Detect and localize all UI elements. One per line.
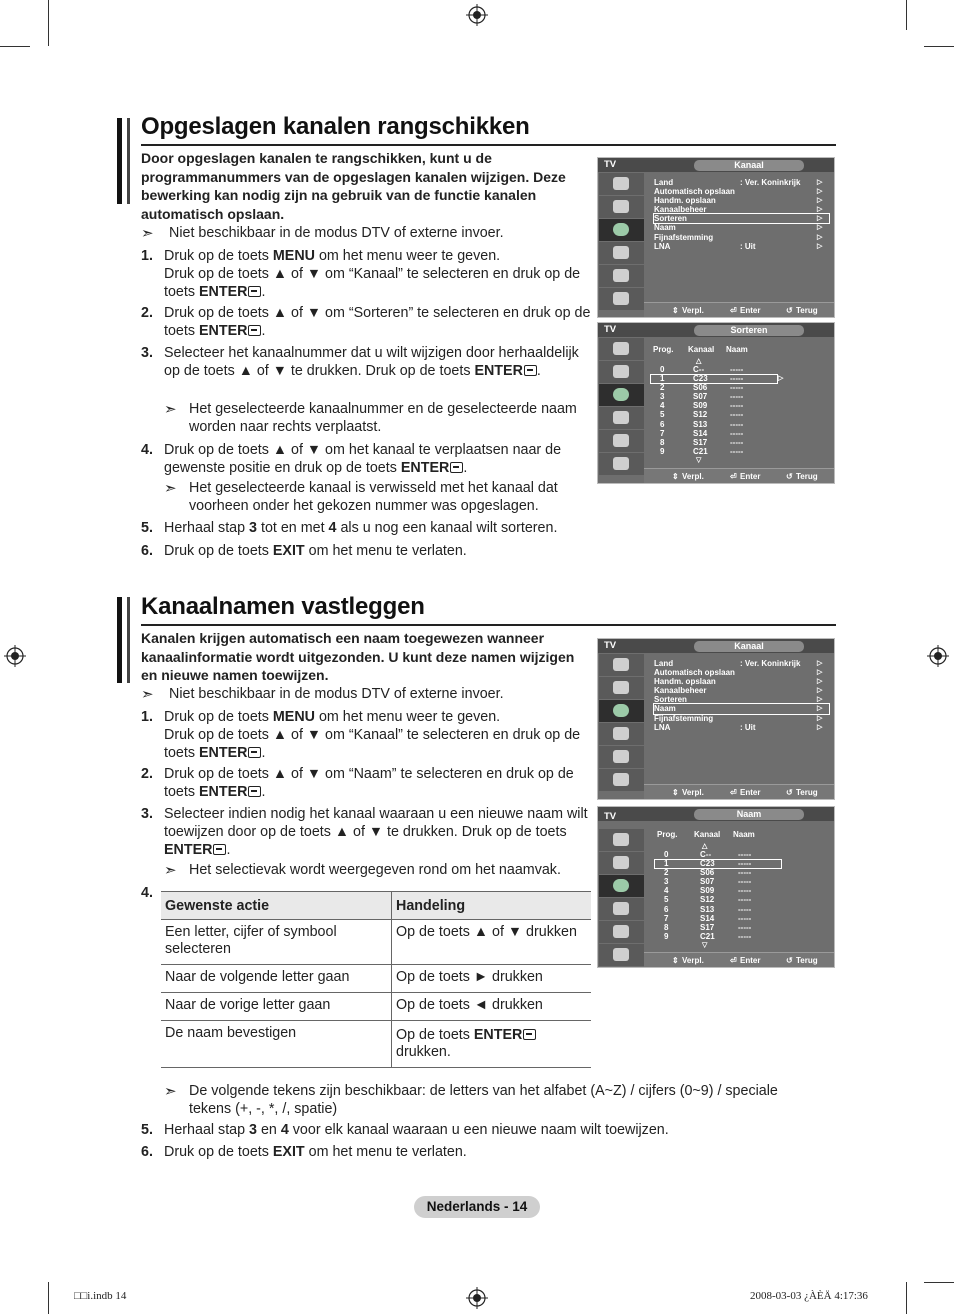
- enter-icon: ⏎: [730, 306, 737, 315]
- osd-footer: ⇕ Verpl. ⏎ Enter ↺ Terug: [644, 952, 834, 967]
- input-icon: [599, 746, 644, 768]
- channel-icon: [599, 384, 644, 406]
- note: ➣ De volgende tekens zijn beschikbaar: de letters van het alfabet (A~Z) / cijfers (0~9) / speciale tekens (+, -, *, /, spatie): [164, 1083, 778, 1117]
- menu-item-land[interactable]: Land : Ver. Koninkrijk ▷: [654, 178, 823, 187]
- menu-item-naam[interactable]: Naam ▷: [654, 223, 823, 233]
- section-bar: [117, 597, 122, 683]
- move-icon: ⇕: [672, 956, 679, 965]
- return-icon: ↺: [786, 956, 793, 965]
- osd-sidebar: [599, 173, 644, 311]
- crop-mark: [924, 1282, 954, 1283]
- osd-title: Kanaal: [694, 641, 804, 652]
- enter-icon: ⏎: [730, 956, 737, 965]
- list-item[interactable]: 9 C21 -----: [660, 446, 744, 456]
- digital-menu-icon: [599, 769, 644, 791]
- note-arrow-icon: ➣: [164, 862, 177, 879]
- table-row: Een letter, cijfer of symbool selecteren Op de toets ▲ of ▼ drukken: [161, 920, 591, 965]
- list-item[interactable]: 6 S13 -----: [664, 904, 752, 914]
- menu-item-sorteren[interactable]: Sorteren ▷: [654, 695, 823, 705]
- enter-icon: [213, 844, 226, 855]
- step-6: 6. Druk op de toets EXIT om het menu te verlaten.: [141, 1144, 467, 1160]
- sound-icon: [599, 361, 644, 383]
- enter-icon: [248, 286, 261, 297]
- list-item[interactable]: 3 S07 -----: [664, 877, 752, 887]
- note: ➣ Het geselecteerde kanaal is verwisseld met het kanaal dat voorheen onder het gekozen nummer was opgeslagen.: [164, 480, 558, 514]
- enter-icon: [248, 747, 261, 758]
- menu-item-handm-opslaan[interactable]: Handm. opslaan ▷: [654, 196, 823, 206]
- list-item[interactable]: 5 S12 -----: [660, 410, 744, 420]
- scroll-down-icon[interactable]: ▽: [696, 456, 702, 464]
- setup-icon: [599, 242, 644, 264]
- registration-mark-icon: [927, 645, 949, 667]
- step-5: 5. Herhaal stap 3 en 4 voor elk kanaal waaraan u een nieuwe naam wilt toewijzen.: [141, 1122, 669, 1138]
- osd-kanaal-menu: TV Kanaal Land : Ver. Koninkrijk ▷ Automatisch opslaan ▷ Handm. opslaan ▷ Kanaalbeheer ▷ Sorteren ▷ Naam ▷ Fijnafstemming ▷ LNA : Uit ▷ ⇕ Verpl. ⏎ Enter ↺ Terug: [597, 157, 835, 318]
- osd-menu-list: [654, 659, 829, 732]
- list-item[interactable]: 1 C23 ----- ▷: [650, 374, 825, 383]
- list-item[interactable]: 4 S09 -----: [660, 401, 744, 411]
- enter-icon: [524, 365, 537, 376]
- osd-naam-list: TV Naam Prog. Kanaal Naam △ 0 C-- ----- 1 C23 ----- 2 S06 ----- 3 S07 ----- 4 S09 ----- 5 S12 ----- 6 S13 ----- 7 S14 ----- 8 S17 ----- 9 C21 ----- ▽ ⇕ Verpl. ⏎ Enter ↺ Terug: [597, 806, 835, 968]
- sound-icon: [599, 852, 644, 874]
- step-3: 3. Selecteer het kanaalnummer dat u wilt wijzigen door herhaaldelijk op de toets ▲ of ▼ te drukken. Druk op de toets ENTER .: [141, 345, 579, 379]
- action-table: [161, 891, 591, 1068]
- picture-icon: [599, 654, 644, 676]
- step-4: 4. Druk op de toets ▲ of ▼ om het kanaal te verplaatsen naar de gewenste positie en druk op de toets ENTER .: [141, 442, 562, 476]
- step-2: 2. Druk op de toets ▲ of ▼ om “Sorteren” te selecteren en druk op de toets ENTER .: [141, 305, 591, 339]
- list-item[interactable]: 7 S14 -----: [660, 428, 744, 438]
- section-rule: [141, 144, 836, 146]
- osd-sidebar: [599, 829, 644, 967]
- osd-footer: ⇕ Verpl. ⏎ Enter ↺ Terug: [644, 784, 834, 799]
- sound-icon: [599, 677, 644, 699]
- enter-icon: ⏎: [730, 788, 737, 797]
- osd-sidebar: [599, 654, 644, 792]
- list-item[interactable]: 0 C-- -----: [664, 850, 752, 859]
- section-bar: [117, 118, 122, 204]
- input-icon: [599, 430, 644, 452]
- return-icon: ↺: [786, 788, 793, 797]
- list-item[interactable]: 4 S09 -----: [664, 886, 752, 896]
- step-1: 1. Druk op de toets MENU om het menu weer te geven. Druk op de toets ▲ of ▼ om “Kanaal” te selecteren en druk op de toets ENTER .: [141, 248, 581, 300]
- move-icon: ⇕: [672, 788, 679, 797]
- note-arrow-icon: ➣: [141, 225, 154, 242]
- note-arrow-icon: ➣: [164, 401, 177, 418]
- crop-mark: [924, 46, 954, 47]
- print-slug-left: □□i.indb 14: [74, 1290, 127, 1302]
- setup-icon: [599, 898, 644, 920]
- registration-mark-icon: [466, 4, 488, 26]
- picture-icon: [599, 173, 644, 195]
- scroll-up-icon[interactable]: △: [702, 843, 708, 850]
- menu-item-lna[interactable]: LNA : Uit ▷: [654, 241, 823, 251]
- osd-footer: ⇕ Verpl. ⏎ Enter ↺ Terug: [644, 468, 834, 483]
- note-arrow-icon: ➣: [141, 686, 154, 703]
- channel-icon: [599, 219, 644, 241]
- section-bar: [127, 118, 130, 204]
- menu-item-kanaalbeheer[interactable]: Kanaalbeheer ▷: [654, 686, 823, 696]
- scroll-down-icon[interactable]: ▽: [702, 941, 708, 949]
- step-2: 2. Druk op de toets ▲ of ▼ om “Naam” te selecteren en druk op de toets ENTER .: [141, 766, 574, 800]
- crop-mark: [48, 0, 49, 46]
- picture-icon: [599, 338, 644, 360]
- page-number-badge: Nederlands - 14: [414, 1196, 540, 1218]
- table-row: Naar de vorige letter gaan Op de toets ◄ drukken: [161, 993, 591, 1021]
- table-row: Naar de volgende letter gaan Op de toets ► drukken: [161, 965, 591, 993]
- enter-icon: [523, 1029, 536, 1040]
- step-6: 6. Druk op de toets EXIT om het menu te verlaten.: [141, 543, 467, 559]
- menu-item-naam[interactable]: Naam ▷: [654, 704, 829, 713]
- menu-item-lna[interactable]: LNA : Uit ▷: [654, 722, 823, 732]
- menu-item-kanaalbeheer[interactable]: Kanaalbeheer ▷: [654, 205, 823, 215]
- picture-icon: [599, 829, 644, 851]
- menu-item-automatisch-opslaan[interactable]: Automatisch opslaan ▷: [654, 187, 823, 197]
- digital-menu-icon: [599, 288, 644, 310]
- return-icon: ↺: [786, 472, 793, 481]
- list-item[interactable]: 7 S14 -----: [664, 913, 752, 923]
- menu-item-handm-opslaan[interactable]: Handm. opslaan ▷: [654, 677, 823, 687]
- scroll-up-icon[interactable]: △: [696, 358, 702, 365]
- list-item[interactable]: 9 C21 -----: [664, 931, 752, 941]
- note: ➣ Het selectievak wordt weergegeven rond om het naamvak.: [164, 862, 561, 879]
- table-header: Gewenste actie: [161, 892, 392, 920]
- return-icon: ↺: [786, 306, 793, 315]
- osd-sorteren-list: TV Sorteren Prog. Kanaal Naam △ 0 C-- ----- 1 C23 ----- ▷ 2 S06 ----- 3 S07 ----- 4 S09 ----- 5 S12 ----- 6 S13 ----- 7 S14 ----- 8 S17 ----- 9 C21 ----- ▽ ⇕ Verpl. ⏎ Enter ↺ Terug: [597, 322, 835, 484]
- table-row: De naam bevestigen Op de toets ENTER drukken.: [161, 1021, 591, 1068]
- list-item[interactable]: 3 S07 -----: [660, 392, 744, 402]
- menu-item-fijnafstemming[interactable]: Fijnafstemming ▷: [654, 713, 823, 723]
- osd-sidebar: [599, 338, 644, 476]
- sound-icon: [599, 196, 644, 218]
- crop-mark: [48, 1282, 49, 1314]
- table-header: Handeling: [392, 892, 592, 920]
- enter-icon: [248, 786, 261, 797]
- note: ➣ Niet beschikbaar in de modus DTV of externe invoer.: [141, 225, 504, 242]
- step-3: 3. Selecteer indien nodig het kanaal waaraan u een nieuwe naam wilt toewijzen door op de toets ▲ of ▼ te drukken. Druk op de toets ENTER .: [141, 806, 588, 858]
- section-title: Opgeslagen kanalen rangschikken: [141, 113, 530, 140]
- list-item[interactable]: 6 S13 -----: [660, 419, 744, 429]
- list-item[interactable]: 8 S17 -----: [660, 437, 744, 447]
- list-item[interactable]: 0 C-- -----: [660, 365, 744, 374]
- setup-icon: [599, 407, 644, 429]
- step-5: 5. Herhaal stap 3 tot en met 4 als u nog een kanaal wilt sorteren.: [141, 520, 558, 536]
- section-intro: Kanalen krijgen automatisch een naam toegewezen wanneer kanaalinformatie wordt uitgezonden. U kunt deze namen wijzigen en nieuwe namen toewijzen.: [141, 630, 575, 683]
- section-title: Kanaalnamen vastleggen: [141, 593, 425, 620]
- osd-footer: ⇕ Verpl. ⏎ Enter ↺ Terug: [644, 302, 834, 317]
- note: ➣ Het geselecteerde kanaalnummer en de geselecteerde naam worden naar rechts verplaatst.: [164, 401, 577, 435]
- menu-item-land[interactable]: Land : Ver. Koninkrijk ▷: [654, 659, 823, 668]
- move-icon: ⇕: [672, 472, 679, 481]
- list-item[interactable]: 1 C23 -----: [654, 859, 829, 868]
- section-bar: [127, 597, 130, 683]
- note-arrow-icon: ➣: [164, 480, 177, 497]
- enter-icon: [248, 325, 261, 336]
- input-icon: [599, 921, 644, 943]
- note-arrow-icon: ➣: [164, 1083, 177, 1100]
- input-icon: [599, 265, 644, 287]
- crop-mark: [906, 1282, 907, 1314]
- setup-icon: [599, 723, 644, 745]
- osd-title: Kanaal: [694, 160, 804, 171]
- print-slug-right: 2008-03-03 ¿ÀÈÄ 4:17:36: [750, 1290, 868, 1302]
- osd-title: Sorteren: [694, 325, 804, 336]
- note: ➣ Niet beschikbaar in de modus DTV of externe invoer.: [141, 686, 504, 703]
- registration-mark-icon: [466, 1287, 488, 1309]
- list-item[interactable]: 5 S12 -----: [664, 895, 752, 905]
- section-rule: [141, 624, 836, 626]
- move-icon: ⇕: [672, 306, 679, 315]
- list-item[interactable]: 2 S06 -----: [660, 383, 744, 393]
- enter-icon: ⏎: [730, 472, 737, 481]
- channel-icon: [599, 875, 644, 897]
- channel-list: Prog. Kanaal Naam △ 0 C-- ----- 1 C23 ----- 2 S06 ----- 3 S07 ----- 4 S09 ----- 5 S12 ----- 6 S13 ----- 7 S14 ----- 8 S17 ----- 9 C21 ----- ▽: [654, 830, 829, 949]
- channel-list: Prog. Kanaal Naam △ 0 C-- ----- 1 C23 ----- ▷ 2 S06 ----- 3 S07 ----- 4 S09 ----- 5 S12 ----- 6 S13 ----- 7 S14 ----- 8 S17 ----- 9 C21 ----- ▽: [650, 345, 825, 464]
- osd-kanaal-menu: TV Kanaal Land : Ver. Koninkrijk ▷ Automatisch opslaan ▷ Handm. opslaan ▷ Kanaalbeheer ▷ Sorteren ▷ Naam ▷ Fijnafstemming ▷ LNA : Uit ▷ ⇕ Verpl. ⏎ Enter ↺ Terug: [597, 638, 835, 800]
- move-right-icon: ▷: [778, 375, 784, 383]
- menu-item-fijnafstemming[interactable]: Fijnafstemming ▷: [654, 232, 823, 242]
- enter-icon: [450, 462, 463, 473]
- menu-item-sorteren[interactable]: Sorteren ▷: [654, 214, 829, 223]
- menu-item-automatisch-opslaan[interactable]: Automatisch opslaan ▷: [654, 668, 823, 678]
- list-item[interactable]: 8 S17 -----: [664, 922, 752, 932]
- crop-mark: [0, 46, 30, 47]
- osd-title: Naam: [694, 809, 804, 820]
- channel-icon: [599, 700, 644, 722]
- digital-menu-icon: [599, 453, 644, 475]
- crop-mark: [906, 0, 907, 30]
- digital-menu-icon: [599, 944, 644, 966]
- step-1: 1. Druk op de toets MENU om het menu weer te geven. Druk op de toets ▲ of ▼ om “Kanaal” te selecteren en druk op de toets ENTER .: [141, 709, 581, 761]
- section-intro: Door opgeslagen kanalen te rangschikken, kunt u de programmanummers van de opgeslagen kanalen wijzigen. Deze bewerking kan nodig zijn na gebruik van de functie kanalen automatisch opslaan.: [141, 150, 566, 222]
- registration-mark-icon: [4, 645, 26, 667]
- list-item[interactable]: 2 S06 -----: [664, 868, 752, 878]
- osd-menu-list: [654, 178, 829, 251]
